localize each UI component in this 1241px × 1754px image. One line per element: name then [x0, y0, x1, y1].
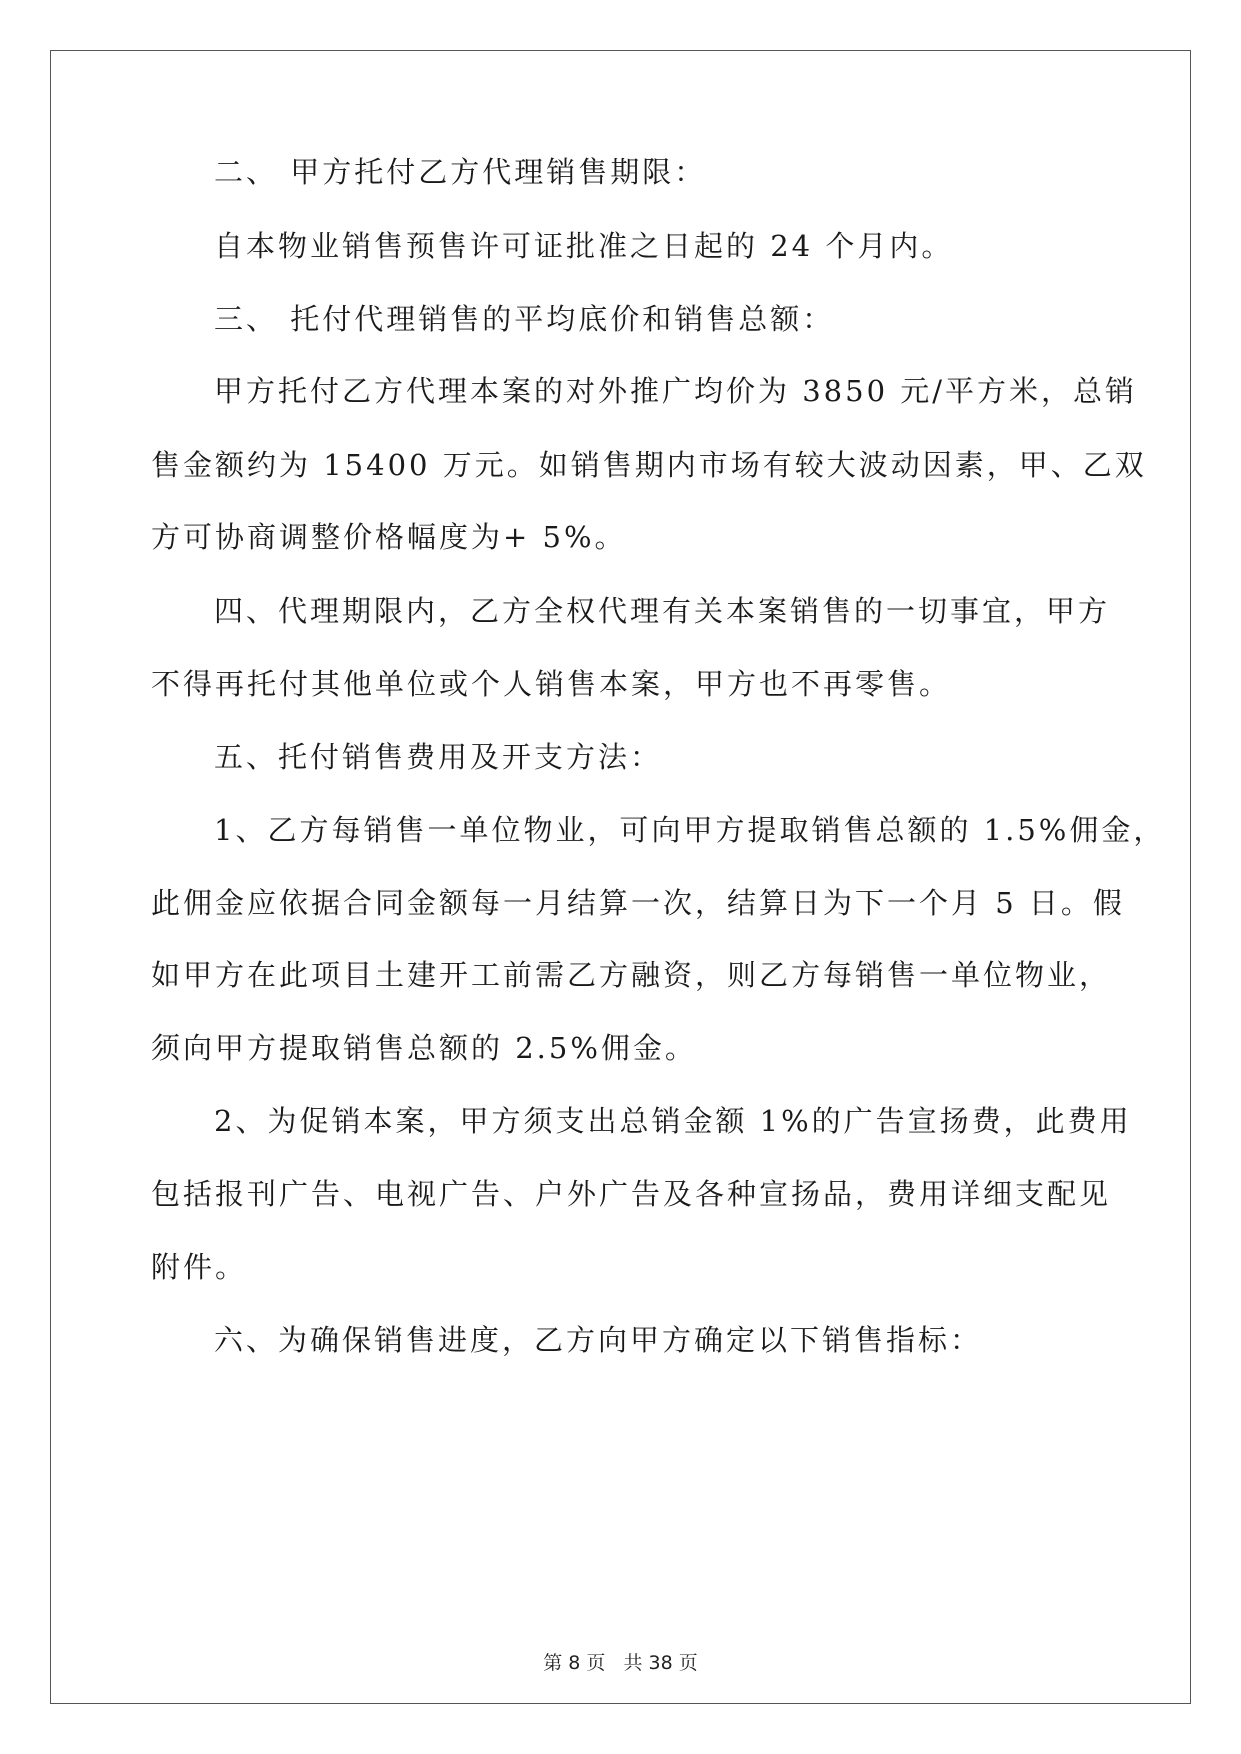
paragraph-line: 1、乙方每销售一单位物业，可向甲方提取销售总额的 1.5%佣金， — [214, 813, 1166, 847]
paragraph-line: 不得再托付其他单位或个人销售本案，甲方也不再零售。 — [151, 667, 952, 701]
paragraph-line: 包括报刊广告、电视广告、户外广告及各种宣扬品，费用详细支配见 — [151, 1177, 1112, 1211]
paragraph-line: 六、为确保销售进度，乙方向甲方确定以下销售指标： — [214, 1323, 983, 1357]
paragraph-line: 二、 甲方托付乙方代理销售期限： — [214, 155, 707, 189]
page-number-total: 共 38 页 — [623, 1652, 698, 1674]
paragraph-line: 此佣金应依据合同金额每一月结算一次，结算日为下一个月 5 日。假 — [151, 886, 1125, 920]
paragraph-line: 五、托付销售费用及开支方法： — [214, 740, 663, 774]
paragraph-line: 附件。 — [151, 1250, 248, 1284]
paragraph-line: 方可协商调整价格幅度为+ 5%。 — [151, 520, 627, 554]
paragraph-line: 三、 托付代理销售的平均底价和销售总额： — [214, 302, 835, 336]
paragraph-line: 四、代理期限内，乙方全权代理有关本案销售的一切事宜，甲方 — [214, 594, 1111, 628]
page-number-current: 第 8 页 — [543, 1652, 606, 1674]
paragraph-line: 自本物业销售预售许可证批准之日起的 24 个月内。 — [214, 229, 954, 263]
paragraph-line: 售金额约为 15400 万元。如销售期内市场有较大波动因素，甲、乙双 — [151, 448, 1147, 482]
paragraph-line: 甲方托付乙方代理本案的对外推广均价为 3850 元/平方米，总销 — [214, 374, 1138, 408]
paragraph-line: 如甲方在此项目土建开工前需乙方融资，则乙方每销售一单位物业， — [151, 958, 1112, 992]
paragraph-line: 须向甲方提取销售总额的 2.5%佣金。 — [151, 1031, 697, 1065]
paragraph-line: 2、为促销本案，甲方须支出总销金额 1%的广告宣扬费，此费用 — [214, 1104, 1132, 1138]
page-footer — [0, 1648, 1241, 1675]
